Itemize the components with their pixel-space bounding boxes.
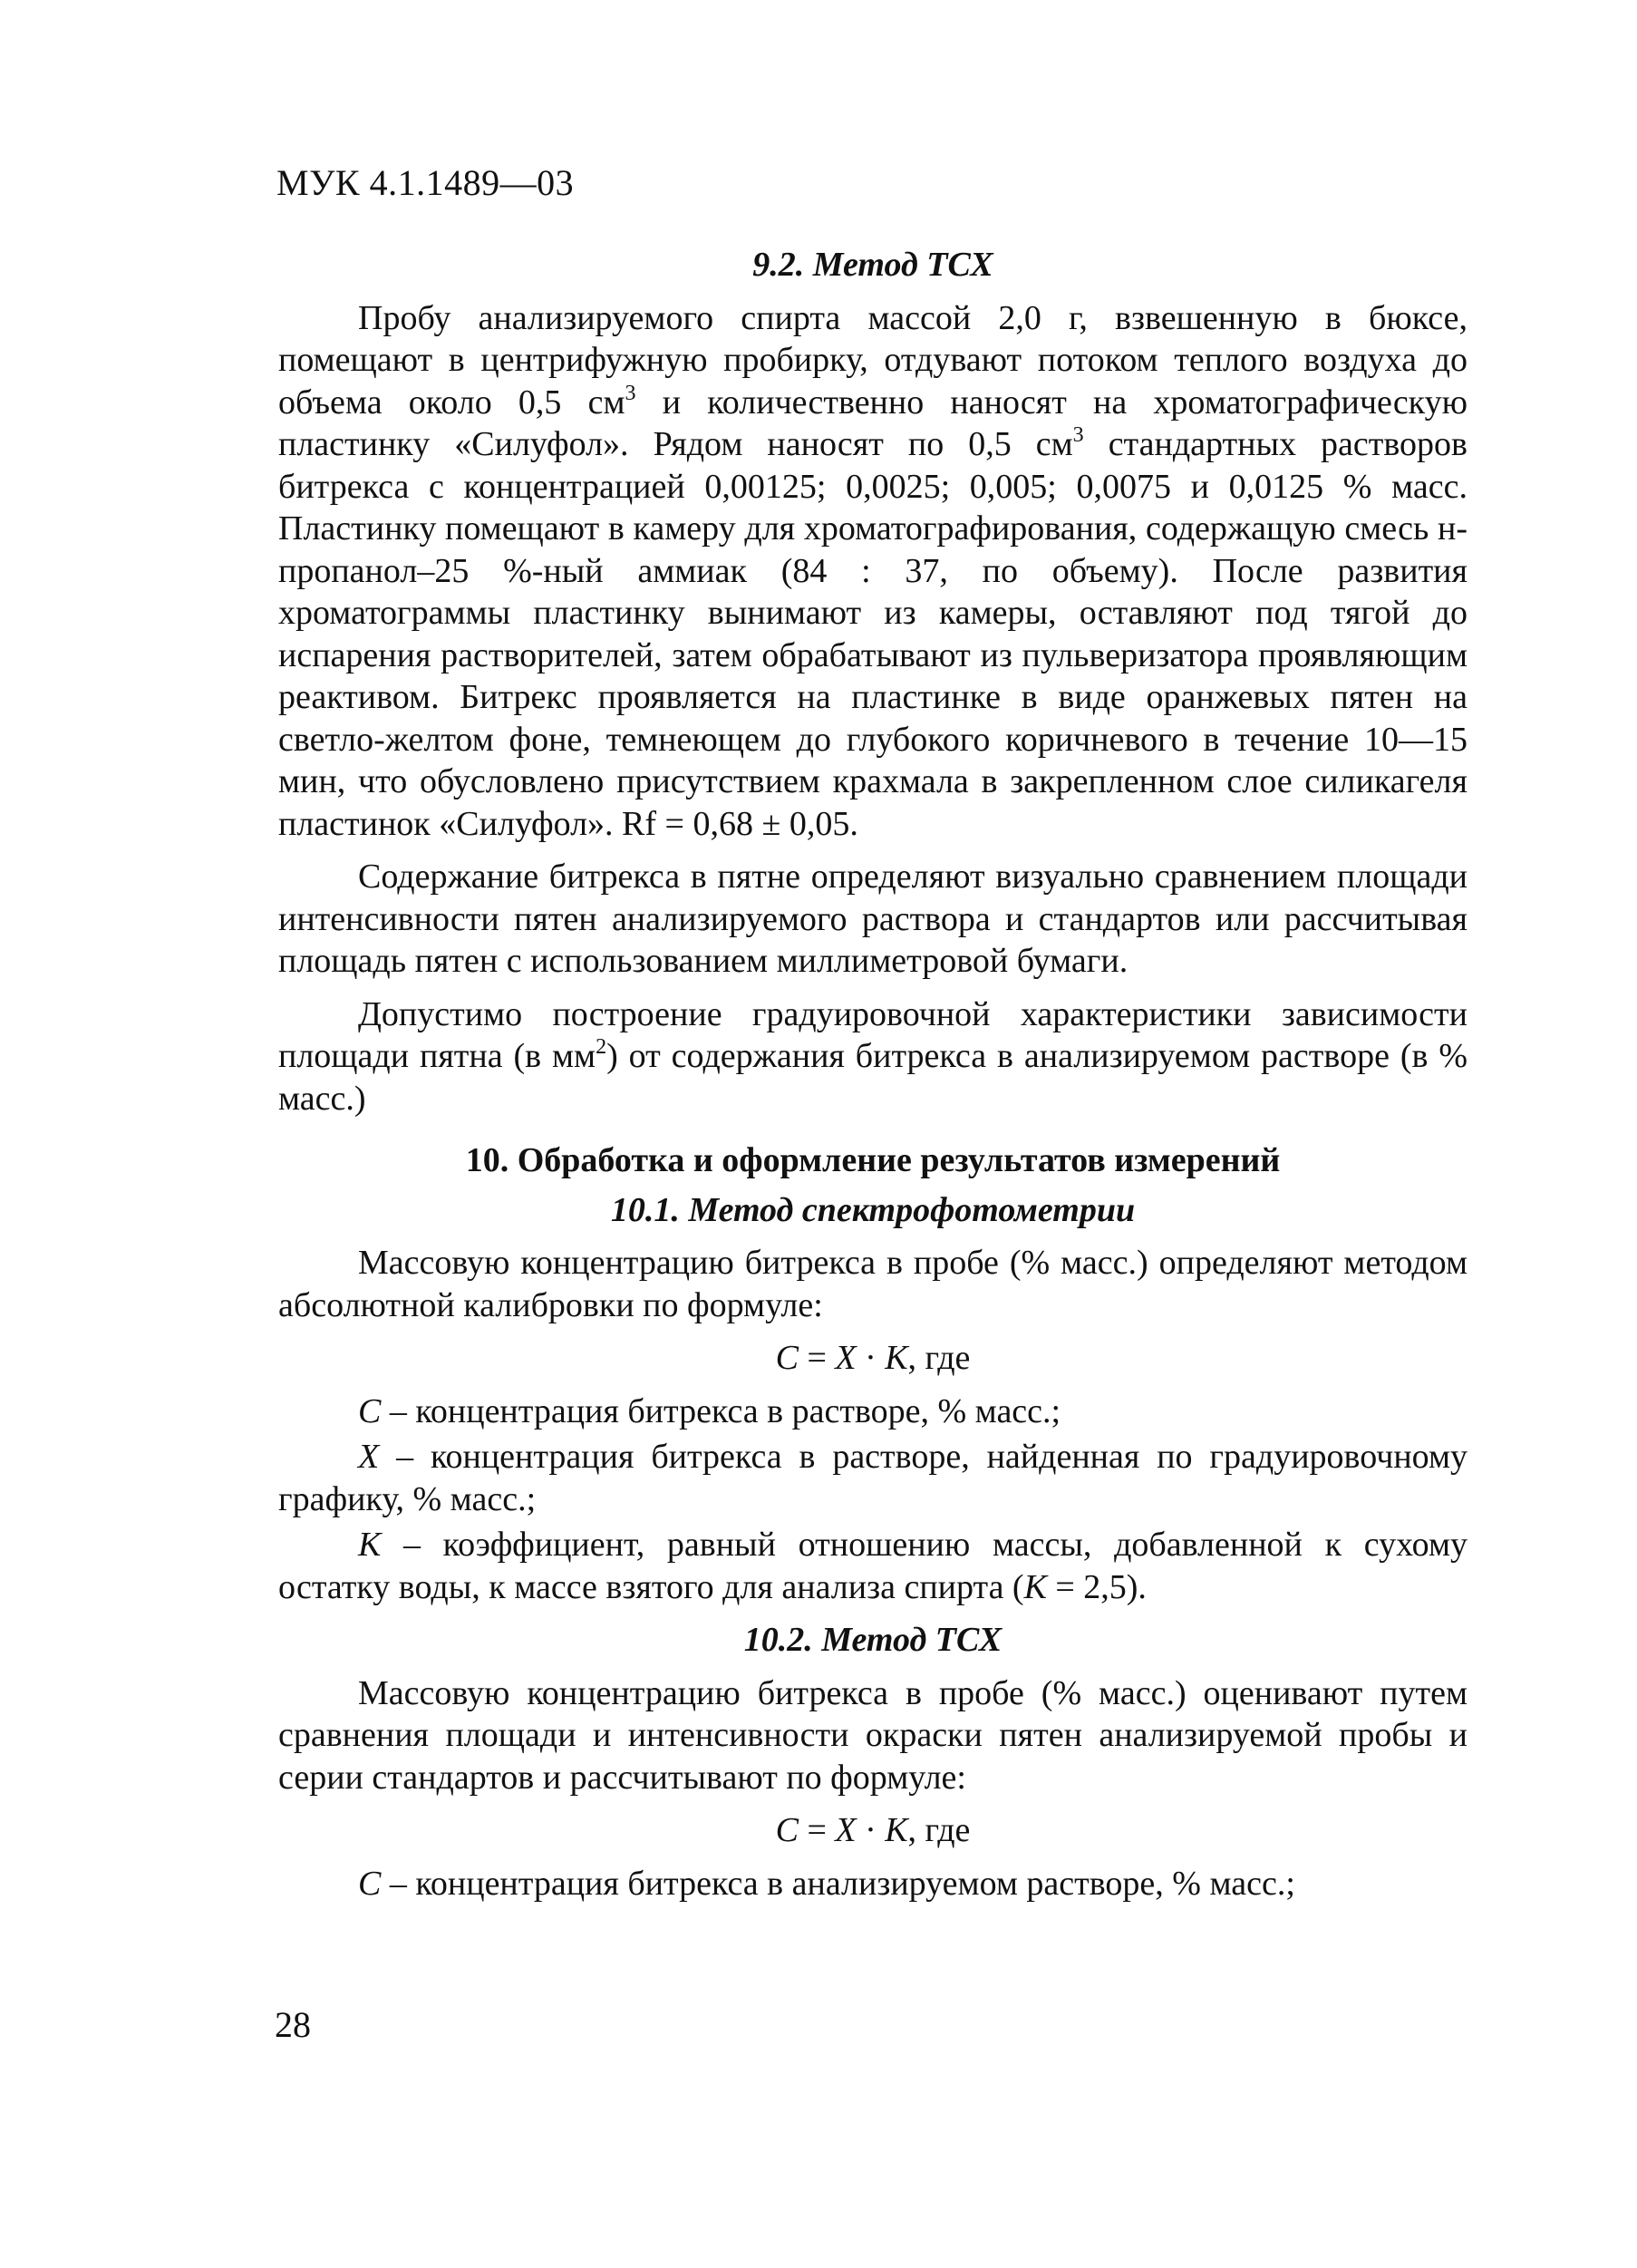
section-10-2-formula [278,1809,1467,1852]
page-number: 28 [275,2004,311,2045]
section-10-1-paragraph-1: Массовую концентрацию битрекса в пробе (% масс.) определяют методом абсолютной калибровки по формуле: [278,1244,1467,1324]
section-10-2-heading: 10.2. Метод ТСХ [743,1621,1003,1659]
paragraph-text: стандартных растворов битрекса с концентрацией 0,00125; 0,0025; 0,005; 0,0075 и 0,0125 % масс. Пластинку помещают в камеру для хроматографирования, содержащую смесь н-пропанол–25 %-ный аммиак (84 : 37, по объему). После развития хроматограммы пластинку вынимают из камеры, оставляют под тягой до испарения растворителей, затем обрабатывают из пульверизатора проявляющим реактивом. Битрекс проявляется на пластинке в виде оранжевых пятен на светло-желтом фоне, темнеющем до глубокого коричневого в течение 10—15 мин, что обусловлено присутствием крахмала в закрепленном слое силикагеля пластинок «Силуфол». Rf = 0,68 ± 0,05. [278,425,1467,843]
definition-c-2 [278,1863,1467,1905]
definition-var: К [1023,1567,1047,1606]
paragraph-text: Допустимо построение градуировочной характеристики зависимости площади пятна (в мм [278,994,1467,1075]
paragraph-text: и количественно наносят на хроматографическую пластинку «Силуфол». Рядом наносят по 0,5 см [278,383,1467,463]
definition-k [278,1524,1467,1608]
definition-var: С [358,1391,382,1430]
section-10-2-paragraph-1: Массовую концентрацию битрекса в пробе (% масс.) оценивают путем сравнения площади и интенсивности окраски пятен анализируемой пробы и серии стандартов и рассчитывают по формуле: [278,1673,1467,1797]
formula-var-k: К [885,1339,908,1377]
section-10-1-heading: 10.1. Метод спектрофотометрии [610,1190,1136,1229]
section-9-2-paragraph-3 [278,993,1467,1120]
formula-var-k: К [885,1811,908,1849]
paragraph-text: ) от содержания битрекса в анализируемом растворе (в % масс.) [278,1037,1467,1118]
definition-var: К [358,1526,382,1564]
definition-c [278,1391,1467,1433]
section-9-2-paragraph-2: Содержание битрекса в пятне определяют визуально сравнением площади интенсивности пятен анализируемого раствора и стандартов или рассчитывая площадь пятен с использованием миллиметровой бумаги. [278,858,1467,980]
document-code-header: МУК 4.1.1489—03 [276,162,575,203]
definition-text: – коэффициент, равный отношению массы, добавленной к сухому остатку воды, к массе взятого для анализа спирта ( [278,1526,1467,1606]
section-10-heading: 10. Обработка и оформление результатов измерений [465,1141,1281,1179]
definition-text: – концентрация битрекса в растворе, найденная по градуировочному графику, % масс.; [278,1438,1467,1518]
definition-text: – концентрация битрекса в анализируемом растворе, % масс.; [381,1864,1295,1903]
definition-text: – концентрация битрекса в растворе, % масс.; [381,1391,1061,1430]
formula-tail: , где [907,1811,971,1849]
definition-x [278,1436,1467,1520]
section-9-2-heading: 9.2. Метод ТСХ [752,246,993,284]
formula-var-c: С [775,1811,799,1849]
formula-equals: = [798,1811,836,1849]
formula-var-x: Х [835,1339,857,1377]
definition-var: Х [358,1438,380,1476]
superscript: 3 [625,381,636,405]
formula-dot: · [856,1811,886,1849]
paragraph-text: Пробу анализируемого спирта массой 2,0 г, взвешенную в бюксе, помещают в центрифужную пробирку, отдувают потоком теплого воздуха до объема около 0,5 см [278,298,1467,422]
page-content [278,240,1467,1908]
section-9-2-paragraph-1 [278,297,1467,846]
section-10-1-formula [278,1337,1467,1380]
definition-text: = 2,5). [1046,1567,1147,1606]
definition-var: С [358,1864,382,1903]
formula-dot: · [856,1339,886,1377]
formula-var-x: Х [835,1811,857,1849]
formula-var-c: С [775,1339,799,1377]
formula-equals: = [798,1339,836,1377]
formula-tail: , где [907,1339,971,1377]
superscript: 2 [596,1035,607,1059]
superscript: 3 [1072,423,1084,447]
